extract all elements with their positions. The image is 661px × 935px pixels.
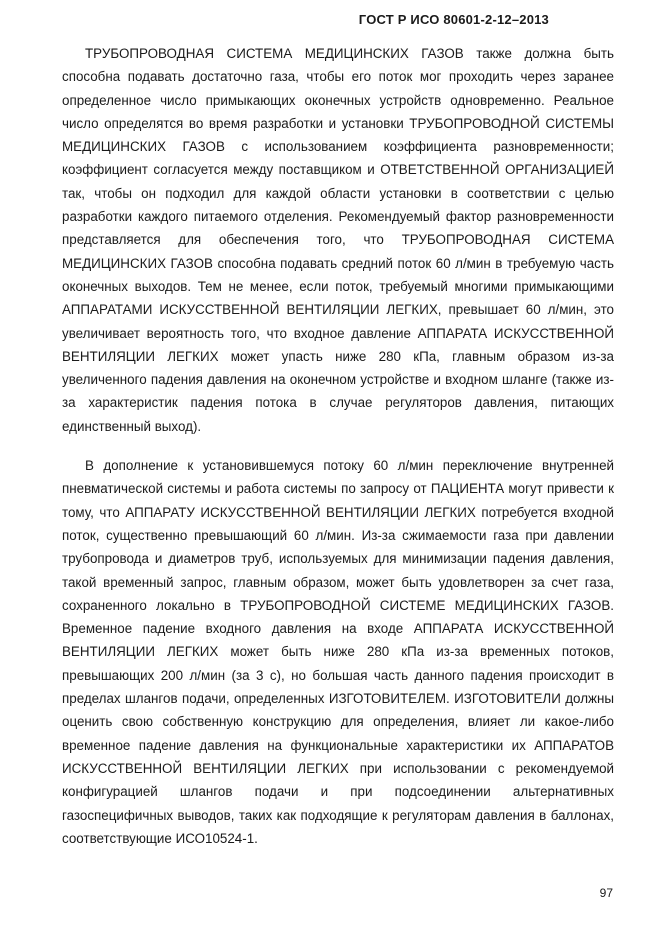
page-number: 97 (599, 886, 613, 900)
document-body (62, 42, 614, 866)
body-paragraph-1: ТРУБОПРОВОДНАЯ СИСТЕМА МЕДИЦИНСКИХ ГАЗОВ также должна быть способна подавать достаточно газа, чтобы его поток мог проходить через заранее определенное число примыкающих оконечных устройств одновременно. Реальное число определятся во время разработки и установки ТРУБОПРОВОДНОЙ СИСТЕМЫ МЕДИЦИНСКИХ ГАЗОВ с использованием коэффициента разновременности; коэффициент согласуется между поставщиком и ОТВЕТСТВЕННОЙ ОРГАНИЗАЦИЕЙ так, чтобы он подходил для каждой области установки в соответствии с целью разработки каждого питаемого отделения. Рекомендуемый фактор разновременности представляется для обеспечения того, что ТРУБОПРОВОДНАЯ СИСТЕМА МЕДИЦИНСКИХ ГАЗОВ способна подавать средний поток 60 л/мин в требуемую часть оконечных выходов. Тем не менее, если поток, требуемый многими примыкающими АППАРАТАМИ ИСКУССТВЕННОЙ ВЕНТИЛЯЦИИ ЛЕГКИХ, превышает 60 л/мин, это увеличивает вероятность того, что входное давление АППАРАТА ИСКУССТВЕННОЙ ВЕНТИЛЯЦИИ ЛЕГКИХ может упасть ниже 280 кПа, главным образом из-за увеличенного падения давления на оконечном устройстве и входном шланге (также из-за характеристик падения потока в случае регуляторов давления, питающих единственный выход). (62, 46, 614, 434)
body-paragraph-2: В дополнение к установившемуся потоку 60 л/мин переключение внутренней пневматической системы и работа системы по запросу от ПАЦИЕНТА могут привести к тому, что АППАРАТУ ИСКУССТВЕННОЙ ВЕНТИЛЯЦИИ ЛЕГКИХ потребуется входной поток, существенно превышающий 60 л/мин. Из-за сжимаемости газа при давлении трубопровода и диаметров труб, используемых для минимизации падения давления, такой временный запрос, главным образом, может быть удовлетворен за счет газа, сохраненного локально в ТРУБОПРОВОДНОЙ СИСТЕМЕ МЕДИЦИНСКИХ ГАЗОВ. Временное падение входного давления на входе АППАРАТА ИСКУССТВЕННОЙ ВЕНТИЛЯЦИИ ЛЕГКИХ может быть ниже 280 кПа из-за временных потоков, превышающих 200 л/мин (за 3 с), но большая часть данного падения происходит в пределах шлангов подачи, определенных ИЗГОТОВИТЕЛЕМ. ИЗГОТОВИТЕЛИ должны оценить свою собственную конструкцию для определения, влияет ли какое-либо временное падение давления на функциональные характеристики их АППАРАТОВ ИСКУССТВЕННОЙ ВЕНТИЛЯЦИИ ЛЕГКИХ при использовании с рекомендуемой конфигурацией шлангов подачи и при подсоединении альтернативных газоспецифичных выводов, таких как подходящие к регуляторам давления в баллонах, соответствующие ИСО10524-1. (62, 458, 614, 846)
document-header-standard-code: ГОСТ Р ИСО 80601-2-12–2013 (358, 12, 549, 27)
